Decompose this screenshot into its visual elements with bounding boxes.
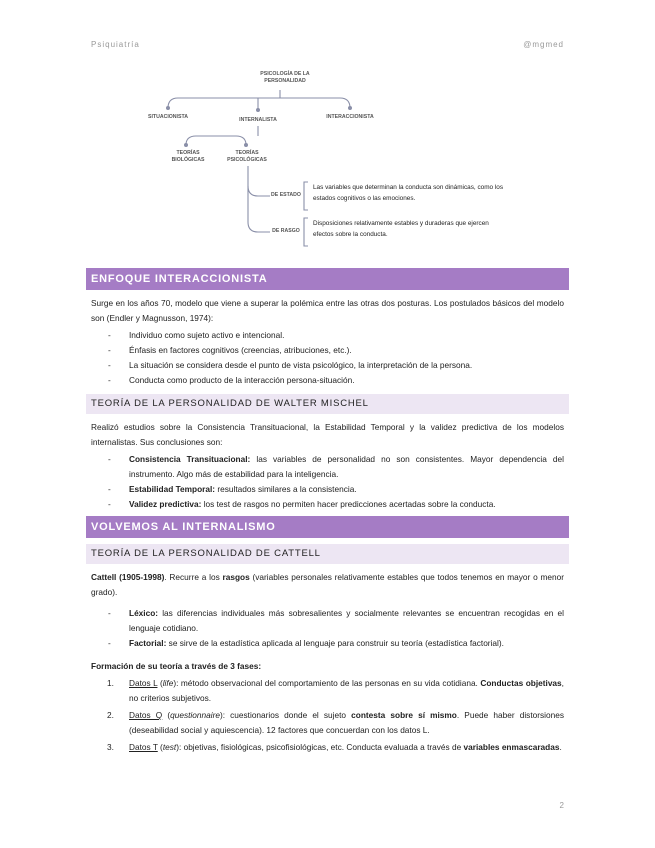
term-text: los test de rasgos no permiten hacer predicciones acertadas sobre la conducta. [201,499,496,509]
phase-item [107,676,564,706]
phases-list [86,676,569,755]
paren: ( [157,742,163,752]
page-number: 2 [559,801,564,810]
term: Factorial: [129,638,167,648]
list-item: - La situación se considera desde el punto de vista psicológico, la interpretación de la persona. [129,358,564,373]
node-internalista: INTERNALISTA [239,117,277,123]
node-interaccionista: INTERACCIONISTA [326,114,374,120]
list-item [129,636,564,651]
phase-item [107,740,564,755]
term-text: las diferencias individuales más sobresalientes y socialmente relevantes se encuentran recogidas en el lenguaje cotidiano. [129,608,564,633]
cattell-name: Cattell (1905-1998) [91,572,165,582]
section-mischel: TEORÍA DE LA PERSONALIDAD DE WALTER MISCHEL [86,394,569,414]
phase-name: Datos L [129,678,158,688]
cattell-intro-rest: (variables personales relativamente estables que todos tenemos en mayor o menor grado). [91,572,564,597]
phase-name: Datos Q [129,710,163,720]
term: Validez predictiva: [129,499,202,509]
rasgos-term: rasgos [222,572,250,582]
phase-tail: . [559,742,562,752]
paren: ): [219,710,231,720]
section-enfoque-interaccionista: ENFOQUE INTERACCIONISTA [86,268,569,290]
phase-ital: test [162,742,177,752]
phases-title [86,659,569,674]
phase-tail: . Puede haber distorsiones (deseabilidad social y aquiescencia). 12 factores que concuerdan con los datos L. [129,710,564,735]
list-item [129,497,564,512]
list-item: - Individuo como sujeto activo e intencional. [129,328,564,343]
phase-bold: Conductas objetivas [480,678,562,688]
node-de-rasgo: DE RASGO [272,228,300,234]
node-situacionista: SITUACIONISTA [148,114,188,120]
phase-item [107,708,564,738]
term-text: las variables de personalidad no son consistentes. Mayor dependencia del instrumento. Algo más de estabilidad para la inteligencia. [129,454,564,479]
phase-bold: variables enmascaradas [463,742,560,752]
phase-name: Datos T [129,742,158,752]
cattell-list [86,606,569,651]
node-root: PSICOLOGÍA DE LA PERSONALIDAD [260,71,310,84]
list-item: - Conducta como producto de la interacción persona-situación. [129,373,564,388]
list-item [129,482,564,497]
phase-text: cuestionarios donde el sujeto [230,710,352,720]
list-item [129,606,564,636]
node-teorias-biologicas: TEORÍAS BIOLÓGICAS [171,150,205,163]
paren: ( [157,678,163,688]
paren: ( [162,710,171,720]
paren: ): [176,742,184,752]
phases-title-text: Formación de su teoría a través de 3 fases: [91,661,262,671]
interaccionista-intro: Surge en los años 70, modelo que viene a superar la polémica entre las otras dos posturas. Los postulados básicos del modelo son (Endler y Magnusson, 1974): [91,298,564,323]
note-rasgo: Disposiciones relativamente estables y duraderas que ejercen efectos sobre la conducta. [313,220,489,238]
section-volvemos-internalismo: VOLVEMOS AL INTERNALISMO [86,516,569,538]
node-de-estado: DE ESTADO [271,192,301,198]
phase-ital: life [162,678,174,688]
term: Consistencia Transituacional: [129,454,251,464]
phase-bold: contesta sobre sí mismo [351,710,457,720]
phase-tail: , no criterios subjetivos. [129,678,564,703]
page-content [86,268,569,757]
cattell-intro-mid: . Recurre a los [164,572,223,582]
term: Léxico: [129,608,159,618]
phase-number: 1. [107,678,114,688]
mischel-intro: Realizó estudios sobre la Consistencia Transituacional, la Estabilidad Temporal y la validez predictiva de los modelos internalistas. Sus conclusiones son: [91,422,564,447]
list-item: - Énfasis en factores cognitivos (creencias, atribuciones, etc.). [129,343,564,358]
cattell-intro [86,570,569,600]
paren: ): [173,678,181,688]
mischel-list [86,452,569,512]
personality-diagram [0,0,655,260]
list-item [129,452,564,482]
term: Estabilidad Temporal: [129,484,216,494]
section-cattell: TEORÍA DE LA PERSONALIDAD DE CATTELL [86,544,569,564]
node-teorias-psicologicas: TEORÍAS PSICOLÓGICAS [227,150,267,163]
header-right: @mgmed [523,40,564,49]
term-text: se sirve de la estadística aplicada al lenguaje para construir su teoría (estadística factorial). [166,638,504,648]
phase-text: método observacional del comportamiento de las personas en su vida cotidiana. [180,678,481,688]
phase-number: 2. [107,710,114,720]
interaccionista-list [86,328,569,388]
header-left: Psiquiatría [91,40,140,49]
note-estado: Las variables que determinan la conducta son dinámicas, como los estados cognitivos o las emociones. [313,184,504,202]
term-text: resultados similares a la consistencia. [215,484,357,494]
phase-ital: questionnaire [170,710,220,720]
phase-number: 3. [107,742,114,752]
phase-text: objetivas, fisiológicas, psicofisiológicas, etc. Conducta evaluada a través de [183,742,464,752]
